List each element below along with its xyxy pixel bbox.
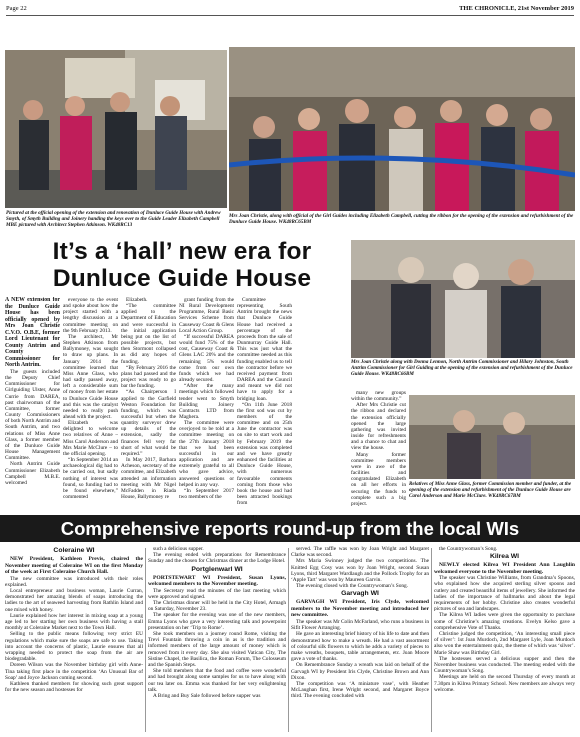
article-col-1 [5,297,60,507]
article-paragraph: In May 2017, Barbara Acheson, secretary of the committee, and Elizabeth attended an information meeting with Mr Nigel McFadden in Riada House, Ballymoney re [121,457,176,500]
article-paragraph: Many former committee members were in awe of the facilities and congratulated Elizabeth on all her efforts in securing the funds to complete such a big project. [351,451,406,507]
wi-col-2 [148,546,286,734]
wi-paragraph: The speaker for the evening was one of the new members, Emma Lyons who gave a very interesting talk and powerpoint presentation on her ‘Trip to Rome’. [148,612,286,631]
wi-paragraph: Selling to the public means following very strict EU regulations which make sure the soaps are safe to use. Taking into account the concerns of plastic, Laurie ensures that all wrapping needed to protect the soap from the air are biodegradable. [5,631,143,663]
article-paragraph: grant funding from the NI Rural Development Programme, Rural Basic Services Scheme from Causeway Coast & Glens Local Action Group. [179,297,234,334]
wi-section-title: Portglenwarl WI [191,565,243,573]
caption-commissioners: Mrs Joan Christie along with Donna Lennon, North Antrim Commissioner and Hilary Johnston, South Antrim Commissioner for Girl Guiding at the opening of the extension and refurbishment of the Dunluce Guide House. WK48RC66BM [351,359,573,377]
article-paragraph: “By February 2016 the plans had passed and the project was ready to go bar the funding. [121,364,176,390]
wi-paragraph: He gave an interesting brief history of his life to date and then demonstrated how to make a wreath. He had a vast assortment of colourful silk flowers to which he adds a variety of pieces to make wreaths, bouquets, table arrangements, etc. Joan Moore gave a vote of thanks. [291,631,429,663]
photo-commissioners [351,240,575,358]
article-paragraph: “The committee applied to the Department of Education and were successful in the initial application being put on the list of possible projects, but then Stormont collapsed as did any hopes of funding. [121,303,176,365]
wi-paragraph: The hostesses served a delicious supper and then the November business was conducted. The meeting ended with the Countrywoman’s Song. [434,655,575,675]
wi-paragraph: The new committee was introduced with their roles explained. [5,575,143,588]
wi-paragraph: Laurie explained how her interest in mixing soap at a young age led to her starting her own business with having a stall monthly at Coleraine Market next to the Town Hall. [5,612,143,632]
article-col-3 [121,297,176,507]
article-paragraph: “In September 2014 an archaeological dig had to be carried out, but sadly nothing of interest was found, so funding had to be found elsewhere,” commented [63,457,118,500]
article-paragraph: The committee were overjoyed to be told at a committee meeting on the 27th January 2018 that we had been successful in our application and are extremely grateful to all who gave advice, answered questions or helped in any way. [179,420,234,488]
article-col-4 [179,297,234,507]
photo-keys-handover-image [5,50,227,208]
wi-paragraph: The evening closed with the Countrywoman’s Song. [296,583,409,590]
photo-ribbon-cutting-image [229,47,575,211]
article-lead: A NEW extension for the Dunluce Guide House has been officially opened by Mrs Joan Christie C.V.O. O.B.E, former Lord Lieutenant for County Antrim and County Commissioner for North Antrim. [5,297,60,369]
article-paragraph: “On 11th June 2018 the first sod was cut by members of the committee and on 25th June the contractor was on site to start work and by February 2019 the extension was completed and we have greatly enhanced the facilities at Dunluce Guide House, with numerous favourable comments coming from those who book the house and had been attracted bookings from [237,401,292,507]
wi-paragraph: Christine judged the competition, ‘An interesting small piece of silver’: 1st Joan Murdoch, 2nd Margaret Lyle, Joan Murdoch also won the entertainment quiz, the theme of which was ‘silver’. Marie Shaw was Birthday Girl. [434,631,575,656]
photo-ribbon-cutting [229,47,575,211]
wi-col-4 [434,546,575,734]
headline: It’s a ‘hall’ new era for Dunluce Guide House [52,238,312,292]
wi-paragraph: Mrs Maria Swinney judged the two competitions. The Knitted Egg Cosy was won by Joan Wright, second Susan Lyons, third Margaret Wardlaugh and the Pollock Trophy for an ‘Apple Tart’ was won by Maureen Garvin. [291,558,429,584]
photo-relatives-image [409,395,575,479]
column-rule [288,548,289,732]
caption-relatives: Relatives of Miss Anne Glass, former Commission member and funder, at the opening of the extension and refurbishment of the Dunluce Guide House are Carol Anderson and Marie McClure. WK48RC67BM [409,481,572,499]
caption-keys-handover: Pictured at the official opening of the extension and renovation of Dunluce Guide House with Andrew Smyth, of Smyth Building and Joinery handing the keys over to the Guide Leader Elizabeth Campbell MBE pictured with Architect Stephen Atkinson. WK48RC13 [6,210,221,228]
page-header [6,2,574,16]
article-paragraph: After Mrs Christie cut the ribbon and declared the extension officially opened the large gathering was invited inside for refreshments and a chance to chat and view the house. [351,402,406,452]
article-paragraph: The architect, Mr Stephen Atkinson from Ballymoney, was sought to draw up plans. In January 2014 the committee learned that Miss Anne Glass, who had sadly passed away, left a considerable sum of money from her estate to Dunluce Guide House and this was the catalyst needed to really push ahead with the project. [63,333,118,420]
caption-ribbon-cutting: Mrs Joan Christie, along with official of the Girl Guides including Elizabeth Campbell, cutting the ribbon for the opening of the extension and refurbishment of the Dunluce Guide House. WK48RC65BM [229,213,574,225]
wi-banner-title: Comprehensive reports round-up from the local WIs [60,518,520,539]
article-paragraph: everyone to the event and spoke about how the project started with a lengthy discussion at a committee meeting on the 9th February 2013. [63,297,118,334]
wi-paragraph: The Secretary read the minutes of the last meeting which were approved and signed. [148,587,286,600]
article-paragraph: “If successful DAREA would fund 75% of the cost, Causeway Coast & Glens LAC 20% and the remaining 5% would come from our own funds which we had already secured. [179,333,234,384]
article-paragraph: The guests included the Deputy Chief Commissioner for Girlguiding Ulster, Anne Currie from DAREA, past chairwoman of the Committee, former County Commissioners of both North Antrim and South Antrim, and two relations of Miss Anne Glass, a former member of the Dunluce Guide House Management Committee. [5,369,60,462]
wi-section-title: Kilrea WI [489,553,520,561]
wi-paragraph: The Kilrea WI ladies were given the opportunity to purchase some of Christine’s amazing creations. Evelyn Kelso gave a comprehensive Vote of Thanks. [434,612,575,631]
wi-paragraph: such a delicious supper. [153,546,204,552]
wi-section-title: Garvagh WI [341,590,379,598]
article-col-6 [351,390,406,508]
wi-lead: NEW President, Kathleen Previs, chaired the November meeting of Coleraine WI on the first Monday of the week at First Coleraine Church Hall. [5,556,143,575]
wi-paragraph: A Bring and Buy Sale followed before supper was [153,693,261,700]
article-paragraph: Elizabeth was delighted to welcome two relatives of Anne – Miss Carol Anderson and Mrs Marie McClure – to the official opening. [63,420,118,457]
wi-paragraph: The evening ended with preparations for Remembrance Sunday and the chosen for Christmas dinner at the Lodge Hotel. [148,552,286,565]
wi-paragraph: served. The raffle was won by Joan Wright and Margaret Clarke was second. [291,546,429,559]
wi-paragraph: The Christmas dinner will be held in the City Hotel, Armagh on Saturday, November 23. [148,600,286,613]
wi-paragraph: She told members that the food and coffee were wonderful and had brought along some samples for us to have along with our tea later on. Emma was thanked for her very enlightening talk. [148,668,286,693]
publication-line: THE CHRONICLE, 21st November 2019 [459,5,574,12]
wi-paragraph: She took members on a journey round Rome, visiting the Trevi Fountain throwing a coin in as is the tradition and informed members of the large amount of money which is removed from it every day. She also visited Vatican City, The Sistine Chapel, the Basilica, the Roman Forum, The Colosseum and the Spanish Steps. [148,631,286,669]
column-rule [431,548,432,732]
column-rule [145,548,146,732]
wi-paragraph: the Countrywoman’s Song. [439,546,498,552]
article-paragraph: “As Chairperson I applied to the Garfield Weston Foundation for funding, which was successful but when the quantity surveyor drew up details of the extension, sadly the finances fell very far short of what would be required.” [121,389,176,457]
wi-col-1 [5,546,143,734]
wi-lead: PORTSTEWART WI President, Susan Lyons, welcomed members to the November meeting. [148,574,286,588]
article-paragraph: North Antrim Guide Commissioner Elizabeth Campbell M.B.E. welcomed [5,461,60,486]
article-col-5 [237,297,292,507]
article-paragraph: many new groups within the community.” [351,390,406,403]
article-paragraph: Committee representing South Antrim brought the news that Dunluce Guide House had received a percentage of the proceeds from the sale of Dunmurray Guide Hall. This was just what the committee needed as this funding enabled us to tell the contractor before we received payment from DAREA and the Council and meant we did not have to apply for a bridging loan. [237,297,292,402]
article-paragraph: “In September 2017 two members of the [179,487,234,500]
wi-col-3 [291,546,429,734]
article-paragraph: Elizabeth. [126,297,148,303]
wi-section-title: Coleraine WI [53,547,95,554]
wi-paragraph: Doreen Wilson was the November birthday girl with Anne-Tina taking first place in the competition ‘An Unusual Bar of Soap’ and Joyce Jackson coming second. [5,662,143,681]
wi-lead: NEWLY elected Kilrea WI President Ann Laughlin welcomed everyone to the November meeting. [434,562,575,575]
wi-paragraph: The speaker was Christine Williams, from Grandma’s Spoons, who explained how she acquired sterling silver spoons and cutlery and created beautiful items of jewellery. She informed the ladies of the importance of hallmarks and about the legal requirements of her hobby. Christine also creates wonderful pictures of sea and landscapes. [434,575,575,613]
article-col-2 [63,297,118,507]
wi-paragraph: The speaker was Mr Colin McFarland, who runs a business in Sifit Flower Arranging. [291,618,429,632]
article-paragraph: “After the many meetings which followed tender went to Smyth Building Joinery Contracts LTD from Maghera. [179,383,234,420]
wi-paragraph: On Remembrance Sunday a wreath was laid on behalf of the Garvagh WI by President Iris Clyde, Christine Brown and Ann Dixon. [291,662,429,681]
wi-lead: GARVAGH WI President, Iris Clyde, welcomed members to the November meeting and introduced her new committee. [291,599,429,619]
photo-commissioners-image [351,240,575,358]
wi-paragraph: Meetings are held on the second Thursday of every month at 7.30pm in Kilrea Primary School. New members are always very welcome. [434,674,575,693]
page-number: Page 22 [6,5,27,12]
photo-keys-handover [5,50,227,208]
wi-banner [0,515,580,542]
photo-relatives [409,395,575,479]
wi-paragraph: Local entrepreneur and business woman, Laurie Curran, demonstrated her amazing blends of soaps introducing the ladies to the art of seaweed harvesting from Rathlin Island and one mixed with honey. [5,587,143,613]
wi-paragraph: The competition was ‘A miniature vase’, with Heather McLaughan first, Irene Wright second, and Margaret Boyce third. The evening concluded with [291,680,429,700]
wi-paragraph: Kathleen thanked members for showing such great support for the new season and hostesses for [5,680,143,694]
